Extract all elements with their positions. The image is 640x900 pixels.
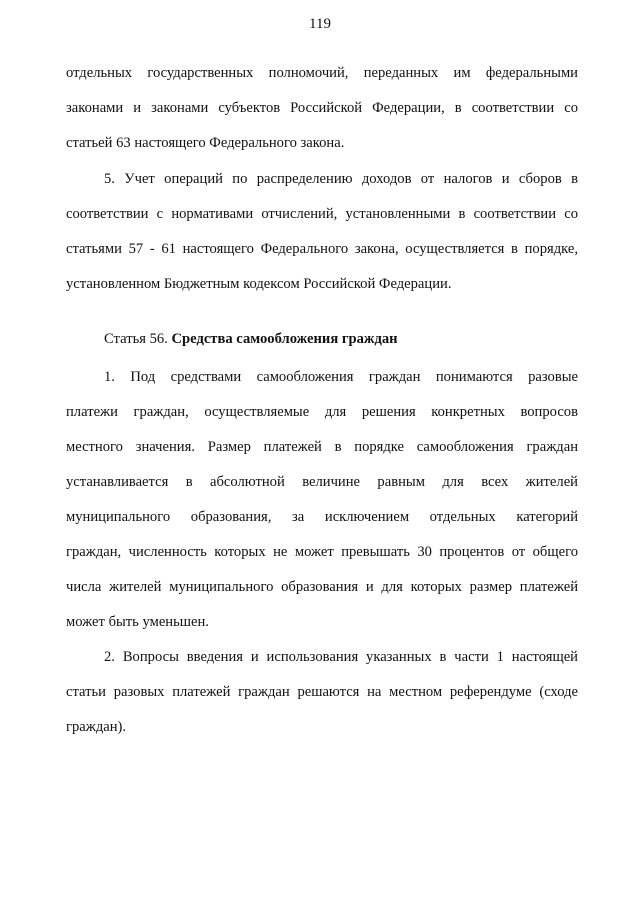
paragraph-item-2 [66,640,578,745]
paragraph-item-5 [66,162,578,302]
paragraph-line: законами и законами субъектов Российской Федерации, в соответствии со [66,100,578,116]
paragraph-line: может быть уменьшен. [66,614,209,630]
page-number: 119 [309,16,331,32]
paragraph-line: местного значения. Размер платежей в порядке самообложения граждан [66,439,578,455]
paragraph-line: платежи граждан, осуществляемые для решения конкретных вопросов [66,404,578,420]
article-title: Средства самообложения граждан [171,331,398,347]
paragraph-line: муниципального образования, за исключением отдельных категорий [66,509,578,525]
paragraph-line: статьи разовых платежей граждан решаются на местном референдуме (сходе [66,684,578,700]
paragraph-line: 2. Вопросы введения и использования указанных в части 1 настоящей [104,649,578,665]
paragraph-item-1 [66,360,578,640]
paragraph-line: 5. Учет операций по распределению доходов от налогов и сборов в [104,171,578,187]
paragraph-line: статьями 57 - 61 настоящего Федерального закона, осуществляется в порядке, [66,241,578,257]
paragraph-line: 1. Под средствами самообложения граждан понимаются разовые [104,369,578,385]
article-heading-line [66,322,578,357]
article-heading [66,322,578,357]
paragraph-continuation [66,56,578,161]
paragraph-line: граждан, численность которых не может превышать 30 процентов от общего [66,544,578,560]
paragraph-line: устанавливается в абсолютной величине равным для всех жителей [66,474,578,490]
paragraph-line: установленном Бюджетным кодексом Российской Федерации. [66,276,452,292]
paragraph-line: соответствии с нормативами отчислений, установленными в соответствии со [66,206,578,222]
article-number: Статья 56. [104,331,168,347]
paragraph-line: числа жителей муниципального образования и для которых размер платежей [66,579,578,595]
paragraph-line: отдельных государственных полномочий, переданных им федеральными [66,65,578,81]
paragraph-line: статьей 63 настоящего Федерального закона. [66,135,345,151]
paragraph-line: граждан). [66,719,127,735]
